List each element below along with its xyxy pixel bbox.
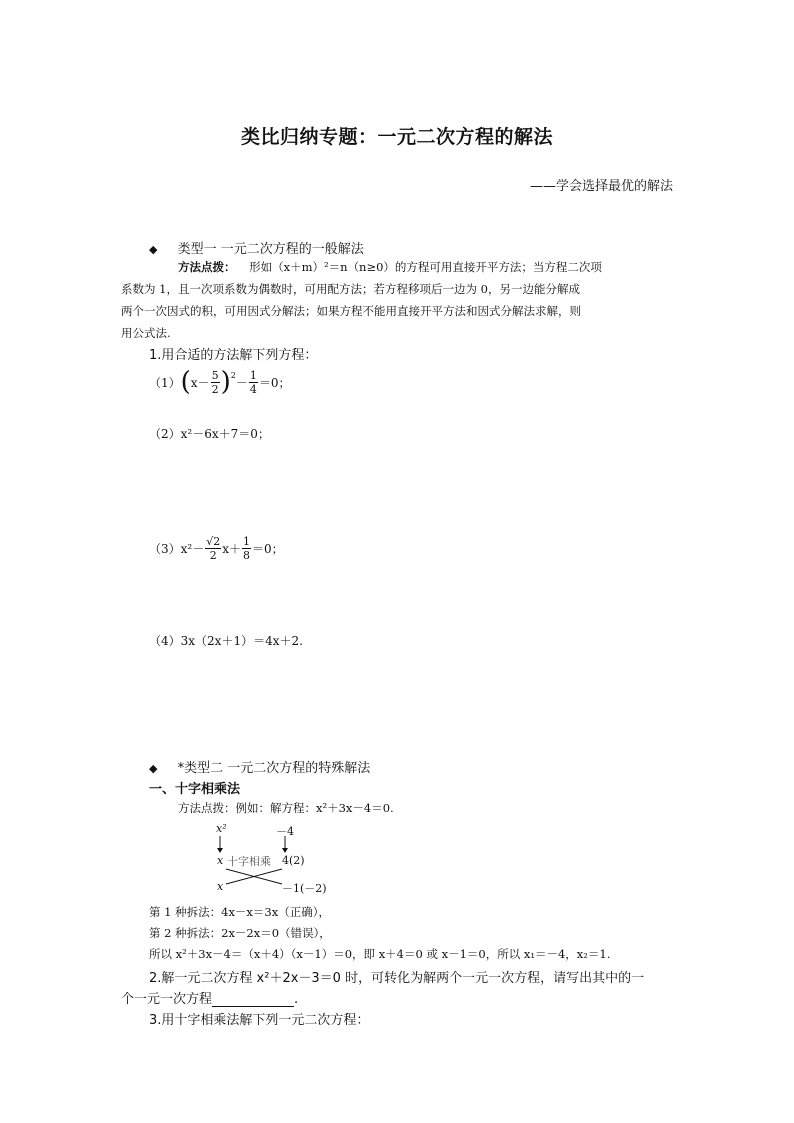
answer-blank[interactable] <box>212 994 294 1007</box>
section1-heading-row <box>149 238 364 257</box>
tip-label: 方法点拨： <box>178 260 236 274</box>
question-2-line1: 2.解一元二次方程 x²＋2x－3＝0 时，可转化为解两个一元一次方程，请写出其中的一 <box>149 971 645 986</box>
fraction-1-4: $\frac{1}{4}$ <box>249 368 257 396</box>
problem-1: （1） ( x－ $\frac{5}{2}$ ) 2 － $\frac{1}{4}$ ＝0； <box>149 367 291 397</box>
section2-heading-row <box>149 757 370 776</box>
problem-3: （3） x²－ $\frac{√2}{2}$ x＋ $\frac{1}{8}$ ＝0； <box>149 534 284 562</box>
split-method-1: 第 1 种拆法：4x－x＝3x（正确）， <box>149 905 330 919</box>
problem-2: （2）x²－6x＋7＝0； <box>149 427 270 441</box>
section1-heading: 类型一 一元二次方程的一般解法 <box>177 242 364 257</box>
problem-4: （4）3x（2x＋1）＝4x＋2. <box>149 634 303 648</box>
page-subtitle: ——学会选择最优的解法 <box>529 179 673 194</box>
question-1: 1.用合适的方法解下列方程： <box>149 348 318 363</box>
section2-heading: *类型二 一元二次方程的特殊解法 <box>177 761 371 776</box>
section1-tip-line4: 用公式法. <box>121 326 171 340</box>
fraction-5-2: $\frac{5}{2}$ <box>211 368 219 396</box>
section1-tip-line3: 两个一次因式的积，可用因式分解法；如果方程不能用直接开平方法和因式分解法求解，则 <box>121 304 581 318</box>
fraction-sqrt2-2: $\frac{√2}{2}$ <box>206 534 221 562</box>
cross-multiplication-diagram: x² －4 x 十字相乘 4(2) x －1(－2) <box>212 822 322 894</box>
page-title: 类比归纳专题：一元二次方程的解法 <box>240 126 553 148</box>
method-cross-multiplication-heading: 一、十字相乘法 <box>149 782 241 797</box>
solution-line: 所以 x²＋3x－4＝（x＋4）（x－1）＝0，即 x＋4＝0 或 x－1＝0，所以 x₁＝－4，x₂＝1. <box>149 947 611 961</box>
section2-tip: 方法点拨：例如：解方程：x²＋3x－4＝0. <box>178 801 394 815</box>
section1-tip-line2: 系数为 1，且一次项系数为偶数时，可用配方法；若方程移项后一边为 0，另一边能分解成 <box>121 282 580 296</box>
split-method-2: 第 2 种拆法：2x－2x＝0（错误）， <box>149 926 331 940</box>
question-2-line2: 个一元一次方程 . <box>121 992 299 1007</box>
diamond-bullet-icon: ◆ <box>149 243 158 256</box>
question-3: 3.用十字相乘法解下列一元二次方程： <box>149 1013 370 1028</box>
fraction-1-8: $\frac{1}{8}$ <box>243 534 251 562</box>
section1-tip-line1: 方法点拨： 形如（x＋m）²＝n（n≥0）的方程可用直接开平方法；当方程二次项 <box>178 260 602 274</box>
diamond-bullet-icon: ◆ <box>149 762 158 775</box>
cross-label: 十字相乘 <box>227 855 271 868</box>
